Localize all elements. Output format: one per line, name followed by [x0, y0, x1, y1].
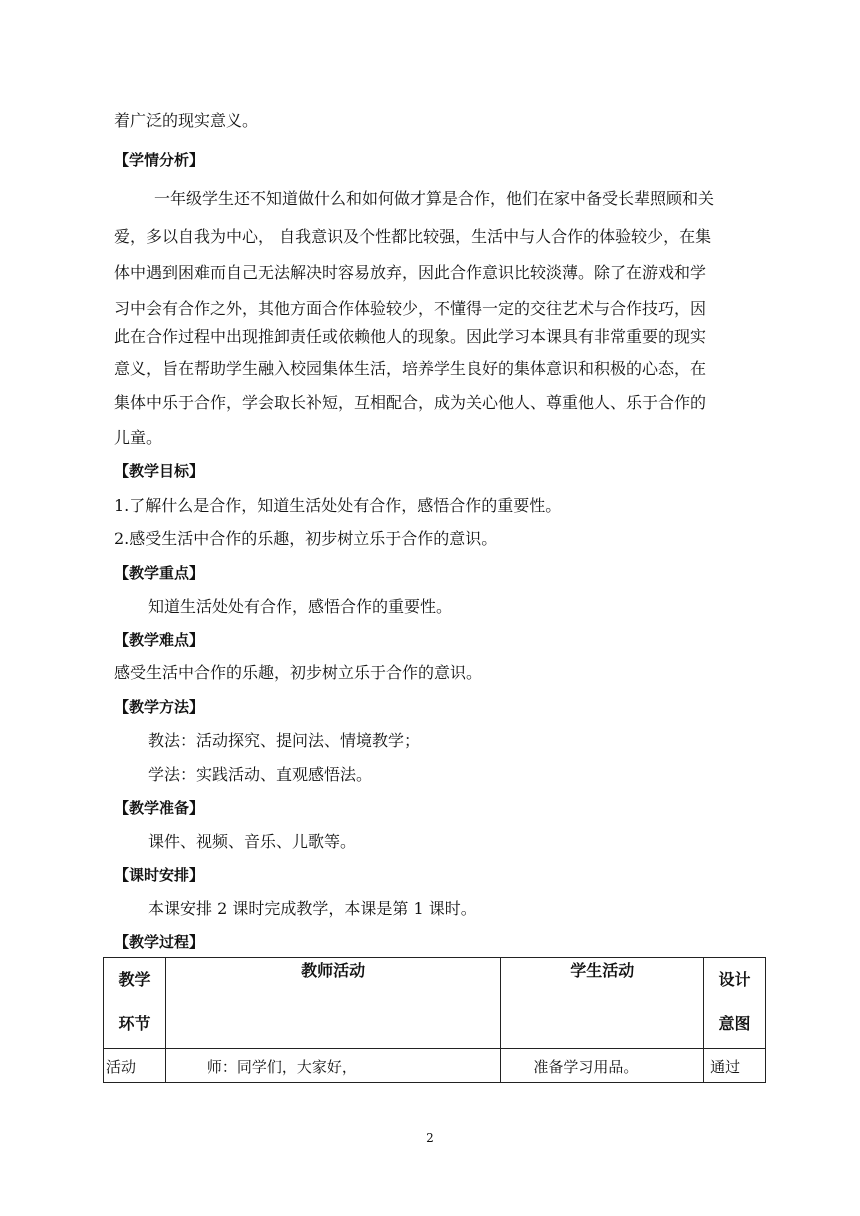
header-student-activity: 学生活动 [501, 958, 704, 1049]
body-text-line: 教法：活动探究、提问法、情境教学； [148, 731, 421, 750]
header-stage-line1: 教学 [118, 970, 151, 989]
body-text-line: 此在合作过程中出现推卸责任或依赖他人的现象。因此学习本课具有非常重要的现实 [114, 327, 707, 346]
section-heading-learning-analysis: 【学情分析】 [114, 151, 205, 169]
header-teacher-activity: 教师活动 [165, 958, 500, 1049]
header-stage [104, 958, 166, 1049]
header-stage-line2: 环节 [118, 1014, 151, 1033]
cell-student-text: 准备学习用品。 [533, 1058, 639, 1076]
body-text-line: 知道生活处处有合作，感悟合作的重要性。 [148, 597, 453, 616]
cell-stage [104, 1049, 166, 1083]
cell-student [501, 1049, 704, 1083]
section-heading-teaching-goals: 【教学目标】 [114, 462, 205, 480]
body-text-line: 感受生活中合作的乐趣，初步树立乐于合作的意识。 [114, 663, 483, 682]
cell-design-text: 通过 [710, 1058, 741, 1076]
teaching-process-table [103, 957, 766, 1083]
section-heading-schedule: 【课时安排】 [114, 866, 205, 884]
body-text-line: 本课安排 2 课时完成教学，本课是第 1 课时。 [148, 899, 477, 918]
body-text-line: 着广泛的现实意义。 [114, 111, 259, 130]
cell-stage-text: 活动 [106, 1058, 137, 1076]
cell-design [704, 1049, 766, 1083]
section-heading-process: 【教学过程】 [114, 933, 205, 951]
page-number: 2 [426, 1131, 434, 1145]
header-design-line2: 意图 [718, 1014, 751, 1033]
section-heading-key-points: 【教学重点】 [114, 564, 205, 582]
body-text-line: 体中遇到困难而自己无法解决时容易放弃，因此合作意识比较淡薄。除了在游戏和学 [114, 263, 707, 282]
section-heading-difficulties: 【教学难点】 [114, 631, 205, 649]
header-design-intent [704, 958, 766, 1049]
section-heading-methods: 【教学方法】 [114, 698, 205, 716]
cell-teacher [165, 1049, 500, 1083]
goal-item: 1.了解什么是合作，知道生活处处有合作，感悟合作的重要性。 [114, 496, 562, 515]
body-text-line: 儿童。 [114, 428, 163, 447]
body-text-line: 习中会有合作之外，其他方面合作体验较少，不懂得一定的交往艺术与合作技巧，因 [114, 299, 707, 318]
table-row [104, 1049, 766, 1083]
header-design-line1: 设计 [718, 970, 751, 989]
section-heading-preparation: 【教学准备】 [114, 799, 205, 817]
cell-teacher-text: 师：同学们，大家好， [206, 1058, 357, 1076]
body-text-line: 课件、视频、音乐、儿歌等。 [148, 832, 357, 851]
body-text-line: 爱，多以自我为中心， 自我意识及个性都比较强，生活中与人合作的体验较少，在集 [114, 227, 712, 246]
body-text-line: 一年级学生还不知道做什么和如何做才算是合作，他们在家中备受长辈照顾和关 [154, 189, 715, 208]
body-text-line: 意义，旨在帮助学生融入校园集体生活，培养学生良好的集体意识和积极的心态，在 [114, 359, 707, 378]
body-text-line: 学法：实践活动、直观感悟法。 [148, 765, 373, 784]
goal-item: 2.感受生活中合作的乐趣，初步树立乐于合作的意识。 [114, 529, 498, 548]
table-header-row [104, 958, 766, 1049]
body-text-line: 集体中乐于合作，学会取长补短，互相配合，成为关心他人、尊重他人、乐于合作的 [114, 393, 707, 412]
